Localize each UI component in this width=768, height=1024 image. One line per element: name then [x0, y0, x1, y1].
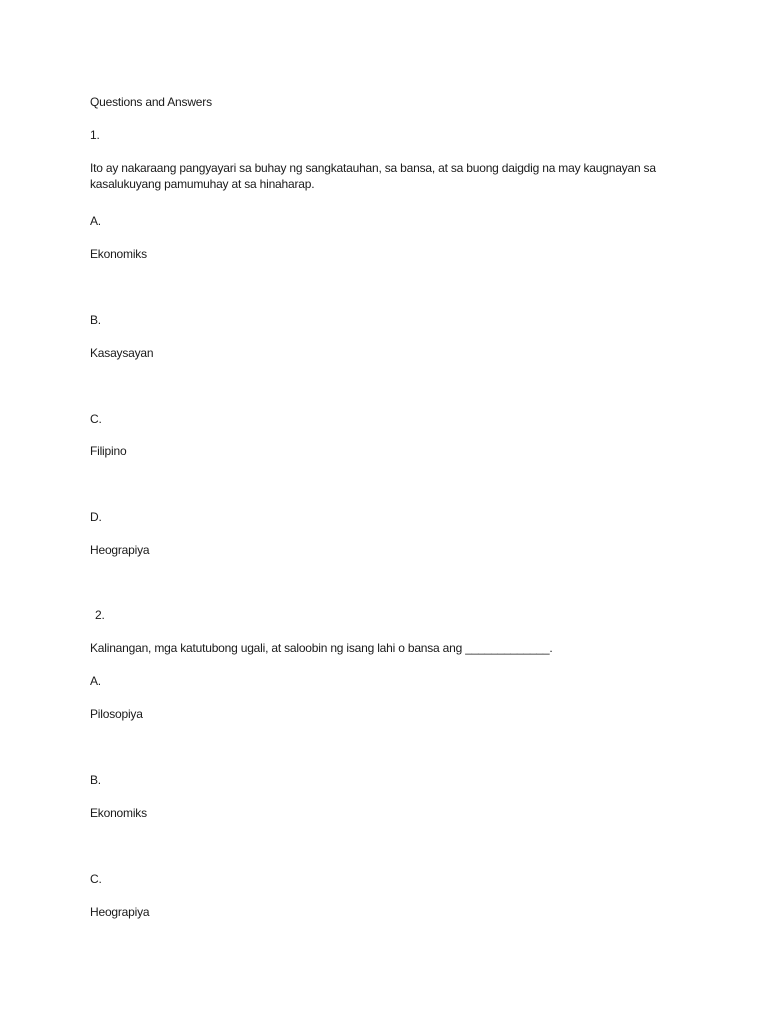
- question-text: Ito ay nakaraang pangyayari sa buhay ng sangkatauhan, sa bansa, at sa buong daigdig na may kaugnayan sa kasalukuyang pamumuhay at sa hinaharap.: [90, 161, 656, 191]
- choice-answer: Kasaysayan: [90, 346, 154, 360]
- choice-answer: Filipino: [90, 444, 127, 458]
- document-heading: Questions and Answers: [90, 95, 212, 109]
- question-text: Kalinangan, mga katutubong ugali, at saloobin ng isang lahi o bansa ang _____________.: [90, 641, 553, 655]
- choice-letter: D.: [90, 510, 102, 524]
- choice-letter: C.: [90, 412, 102, 426]
- choice-answer: Heograpiya: [90, 905, 150, 919]
- question-number: 2.: [95, 608, 105, 622]
- choice-answer: Pilosopiya: [90, 707, 143, 721]
- choice-answer: Heograpiya: [90, 543, 150, 557]
- choice-letter: A.: [90, 214, 101, 228]
- choice-letter: C.: [90, 872, 102, 886]
- choice-letter: B.: [90, 313, 101, 327]
- choice-answer: Ekonomiks: [90, 806, 147, 820]
- question-number: 1.: [90, 128, 100, 142]
- choice-answer: Ekonomiks: [90, 247, 147, 261]
- choice-letter: B.: [90, 773, 101, 787]
- choice-letter: A.: [90, 674, 101, 688]
